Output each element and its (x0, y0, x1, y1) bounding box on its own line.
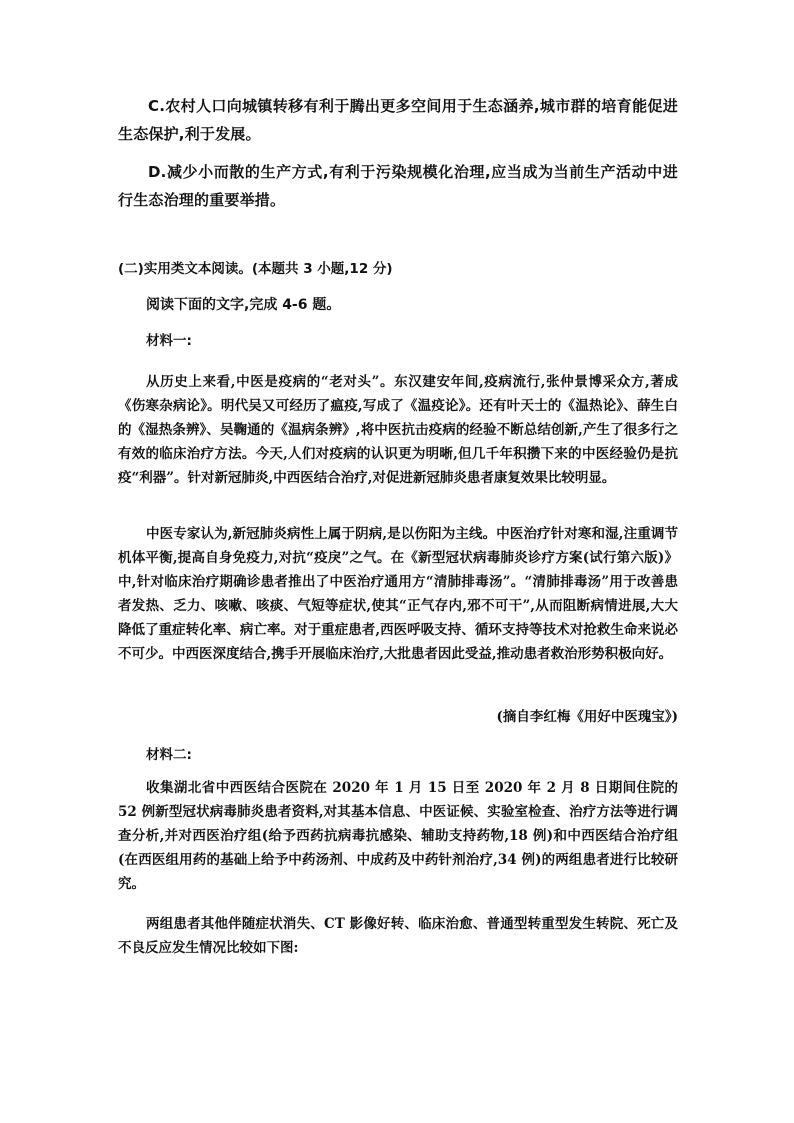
material-one-source: (摘自李红梅《用好中医瑰宝》) (496, 709, 678, 725)
material-two-paragraph-2: 两组患者其他伴随症状消失、CT 影像好转、临床治愈、普通型转重型发生转院、死亡及不良反应发生情况比较如下图: (118, 916, 678, 956)
material-one-paragraph-1: 从历史上来看,中医是疫病的“老对头”。东汉建安年间,疫病流行,张仲景博采众方,著成《伤寒杂病论》。明代吴又可经历了瘟疫,写成了《温疫论》。还有叶天士的《温热论》、薛生白的《湿热条辨》、吴鞠通的《温病条辨》,将中医抗击疫病的经验不断总结创新,产生了很多行之有效的临床治疗方法。今天,人们对疫病的认识更为明晰,但几千年积攒下来的中医经验仍是抗疫“利器”。针对新冠肺炎,中西医结合治疗,对促进新冠肺炎患者康复效果比较明显。 (118, 374, 678, 486)
section-title: (二)实用类文本阅读。(本题共 3 小题,12 分) (118, 261, 393, 277)
material-one-label: 材料一: (146, 333, 192, 349)
reading-instruction: 阅读下面的文字,完成 4-6 题。 (146, 297, 341, 313)
option-d: D.减少小而散的生产方式,有利于污染规模化治理,应当成为当前生产活动中进行生态治理的重要举措。 (118, 163, 678, 209)
material-two-label: 材料二: (146, 747, 192, 763)
material-two-paragraph-1: 收集湖北省中西医结合医院在 2020 年 1 月 15 日至 2020 年 2 月 8 日期间住院的 52 例新型冠状病毒肺炎患者资料,对其基本信息、中医证候、实验室检查、治疗方法等进行调查分析,并对西医治疗组(给予西药抗病毒抗感染、辅助支持药物,18 例)和中西医结合治疗组(在西医组用药的基础上给予中药汤剂、中成药及中药针剂治疗,34 例)的两组患者进行比较研究。 (118, 780, 678, 892)
option-c: C.农村人口向城镇转移有利于腾出更多空间用于生态涵养,城市群的培育能促进生态保护,利于发展。 (118, 97, 678, 143)
material-one-paragraph-2: 中医专家认为,新冠肺炎病性上属于阴病,是以伤阳为主线。中医治疗针对寒和湿,注重调节机体平衡,提高自身免疫力,对抗“疫戾”之气。在《新型冠状病毒肺炎诊疗方案(试行第六版)》中,针对临床治疗期确诊患者推出了中医治疗通用方“清肺排毒汤”。“清肺排毒汤”用于改善患者发热、乏力、咳嗽、咳痰、气短等症状,使其“正气存内,邪不可干”,从而阻断病情进展,大大降低了重症转化率、病亡率。对于重症患者,西医呼吸支持、循环支持等技术对抢救生命来说必不可少。中西医深度结合,携手开展临床治疗,大批患者因此受益,推动患者救治形势积极向好。 (118, 526, 678, 662)
